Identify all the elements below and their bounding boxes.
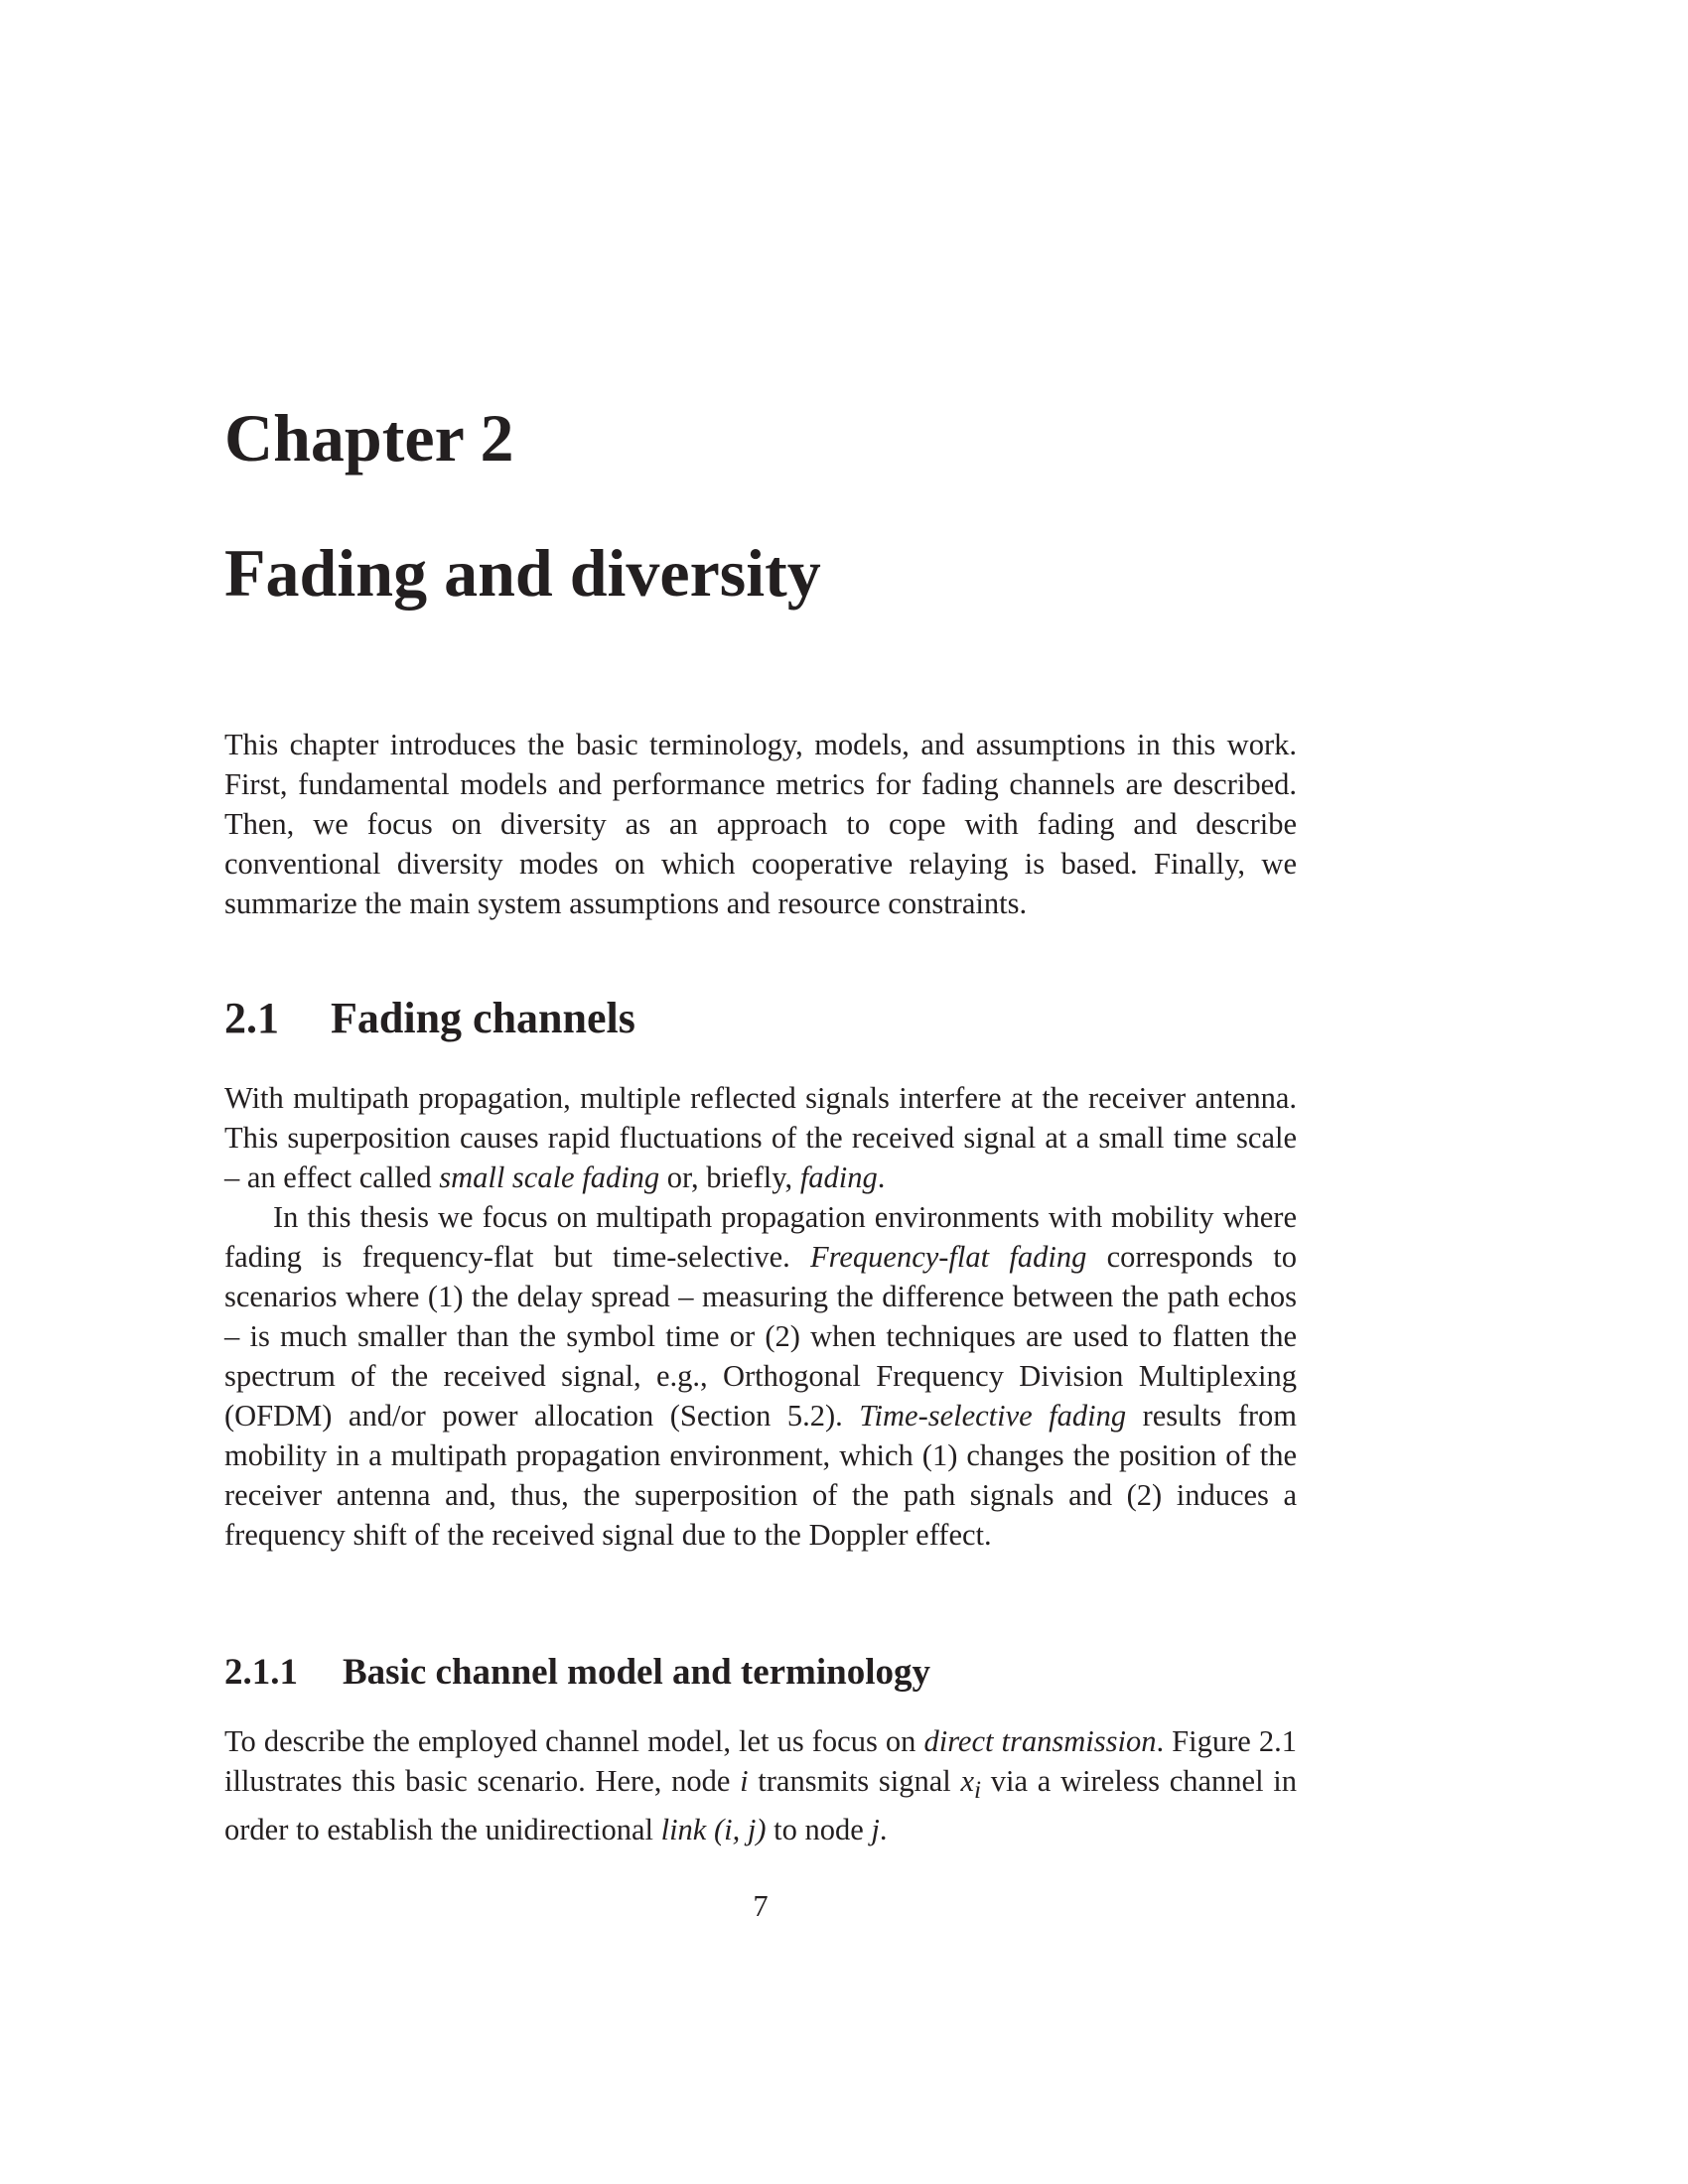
- chapter-intro: [224, 725, 1297, 923]
- text-run: With multipath propagation, multiple reflected signals interfere at the receiver antenna. This superposition causes rapid fluctuations of the received signal at a small time scale – an effect called: [224, 1081, 1297, 1194]
- text-run: corresponds to scenarios where (1) the delay spread – measuring the difference between the path echos – is much smaller than the symbol time or (2) when techniques are used to flatten the spectrum of the received signal, e.g., Orthogonal Frequency Division Multiplexing (OFDM) and/or power allocation (Section 5.2).: [224, 1240, 1298, 1433]
- section-paragraph-2: [224, 1197, 1297, 1555]
- math-subscript: i: [974, 1776, 982, 1805]
- emphasis: direct transmission: [923, 1724, 1157, 1758]
- chapter-title: Fading and diversity: [224, 535, 821, 611]
- text-run: via a wireless channel in order to establish the unidirectional: [224, 1764, 1297, 1847]
- math-variable: j: [871, 1813, 880, 1847]
- text-run: or, briefly,: [659, 1160, 800, 1194]
- emphasis: Frequency-flat fading: [810, 1240, 1087, 1274]
- text-run: To describe the employed channel model, let us focus on: [224, 1724, 924, 1758]
- text-run: .: [877, 1160, 886, 1194]
- subsection-basic-channel-model: [224, 1648, 1297, 1849]
- subsection-paragraph-1: [224, 1721, 1297, 1849]
- emphasis: link: [660, 1813, 707, 1847]
- text-run: transmits signal: [748, 1764, 961, 1798]
- emphasis: Time-selective fading: [859, 1399, 1127, 1433]
- text-run: . Figure 2.1 illustrates this basic scenario. Here, node: [224, 1724, 1298, 1798]
- chapter-label: Chapter 2: [224, 400, 514, 476]
- section-title: Fading channels: [331, 994, 635, 1042]
- emphasis: small scale fading: [439, 1160, 660, 1194]
- text-run: results from mobility in a multipath propagation environment, which (1) changes the position of the receiver antenna and, thus, the superposition of the path signals and (2) induces a frequency shift of the received signal due to the Doppler effect.: [224, 1399, 1297, 1552]
- section-fading-channels: [224, 989, 1297, 1555]
- text-run: to node: [766, 1813, 872, 1847]
- intro-paragraph: This chapter introduces the basic terminology, models, and assumptions in this work. First, fundamental models and performance metrics for fading channels are described. Then, we focus on diversity as an approach to cope with fading and describe conventional diversity modes on which cooperative relaying is based. Finally, we summarize the main system assumptions and resource constraints.: [224, 728, 1297, 920]
- text-run: .: [879, 1813, 888, 1847]
- text-run: In this thesis we focus on multipath propagation environments with mobility where fading is frequency-flat but time-selective.: [224, 1200, 1297, 1274]
- text-run: [706, 1813, 714, 1846]
- page-number: 7: [753, 1889, 769, 1923]
- subsection-number: 2.1.1: [224, 1652, 298, 1693]
- math-variable: x: [960, 1764, 974, 1798]
- math-variable: i: [740, 1764, 749, 1798]
- emphasis: fading: [799, 1160, 878, 1194]
- section-paragraph-1: [224, 1078, 1297, 1197]
- section-number: 2.1: [224, 994, 279, 1042]
- math-expression: (i, j): [713, 1813, 767, 1847]
- subsection-title: Basic channel model and terminology: [343, 1652, 931, 1693]
- section-heading: [224, 989, 1297, 1048]
- subsection-heading: [224, 1648, 1297, 1698]
